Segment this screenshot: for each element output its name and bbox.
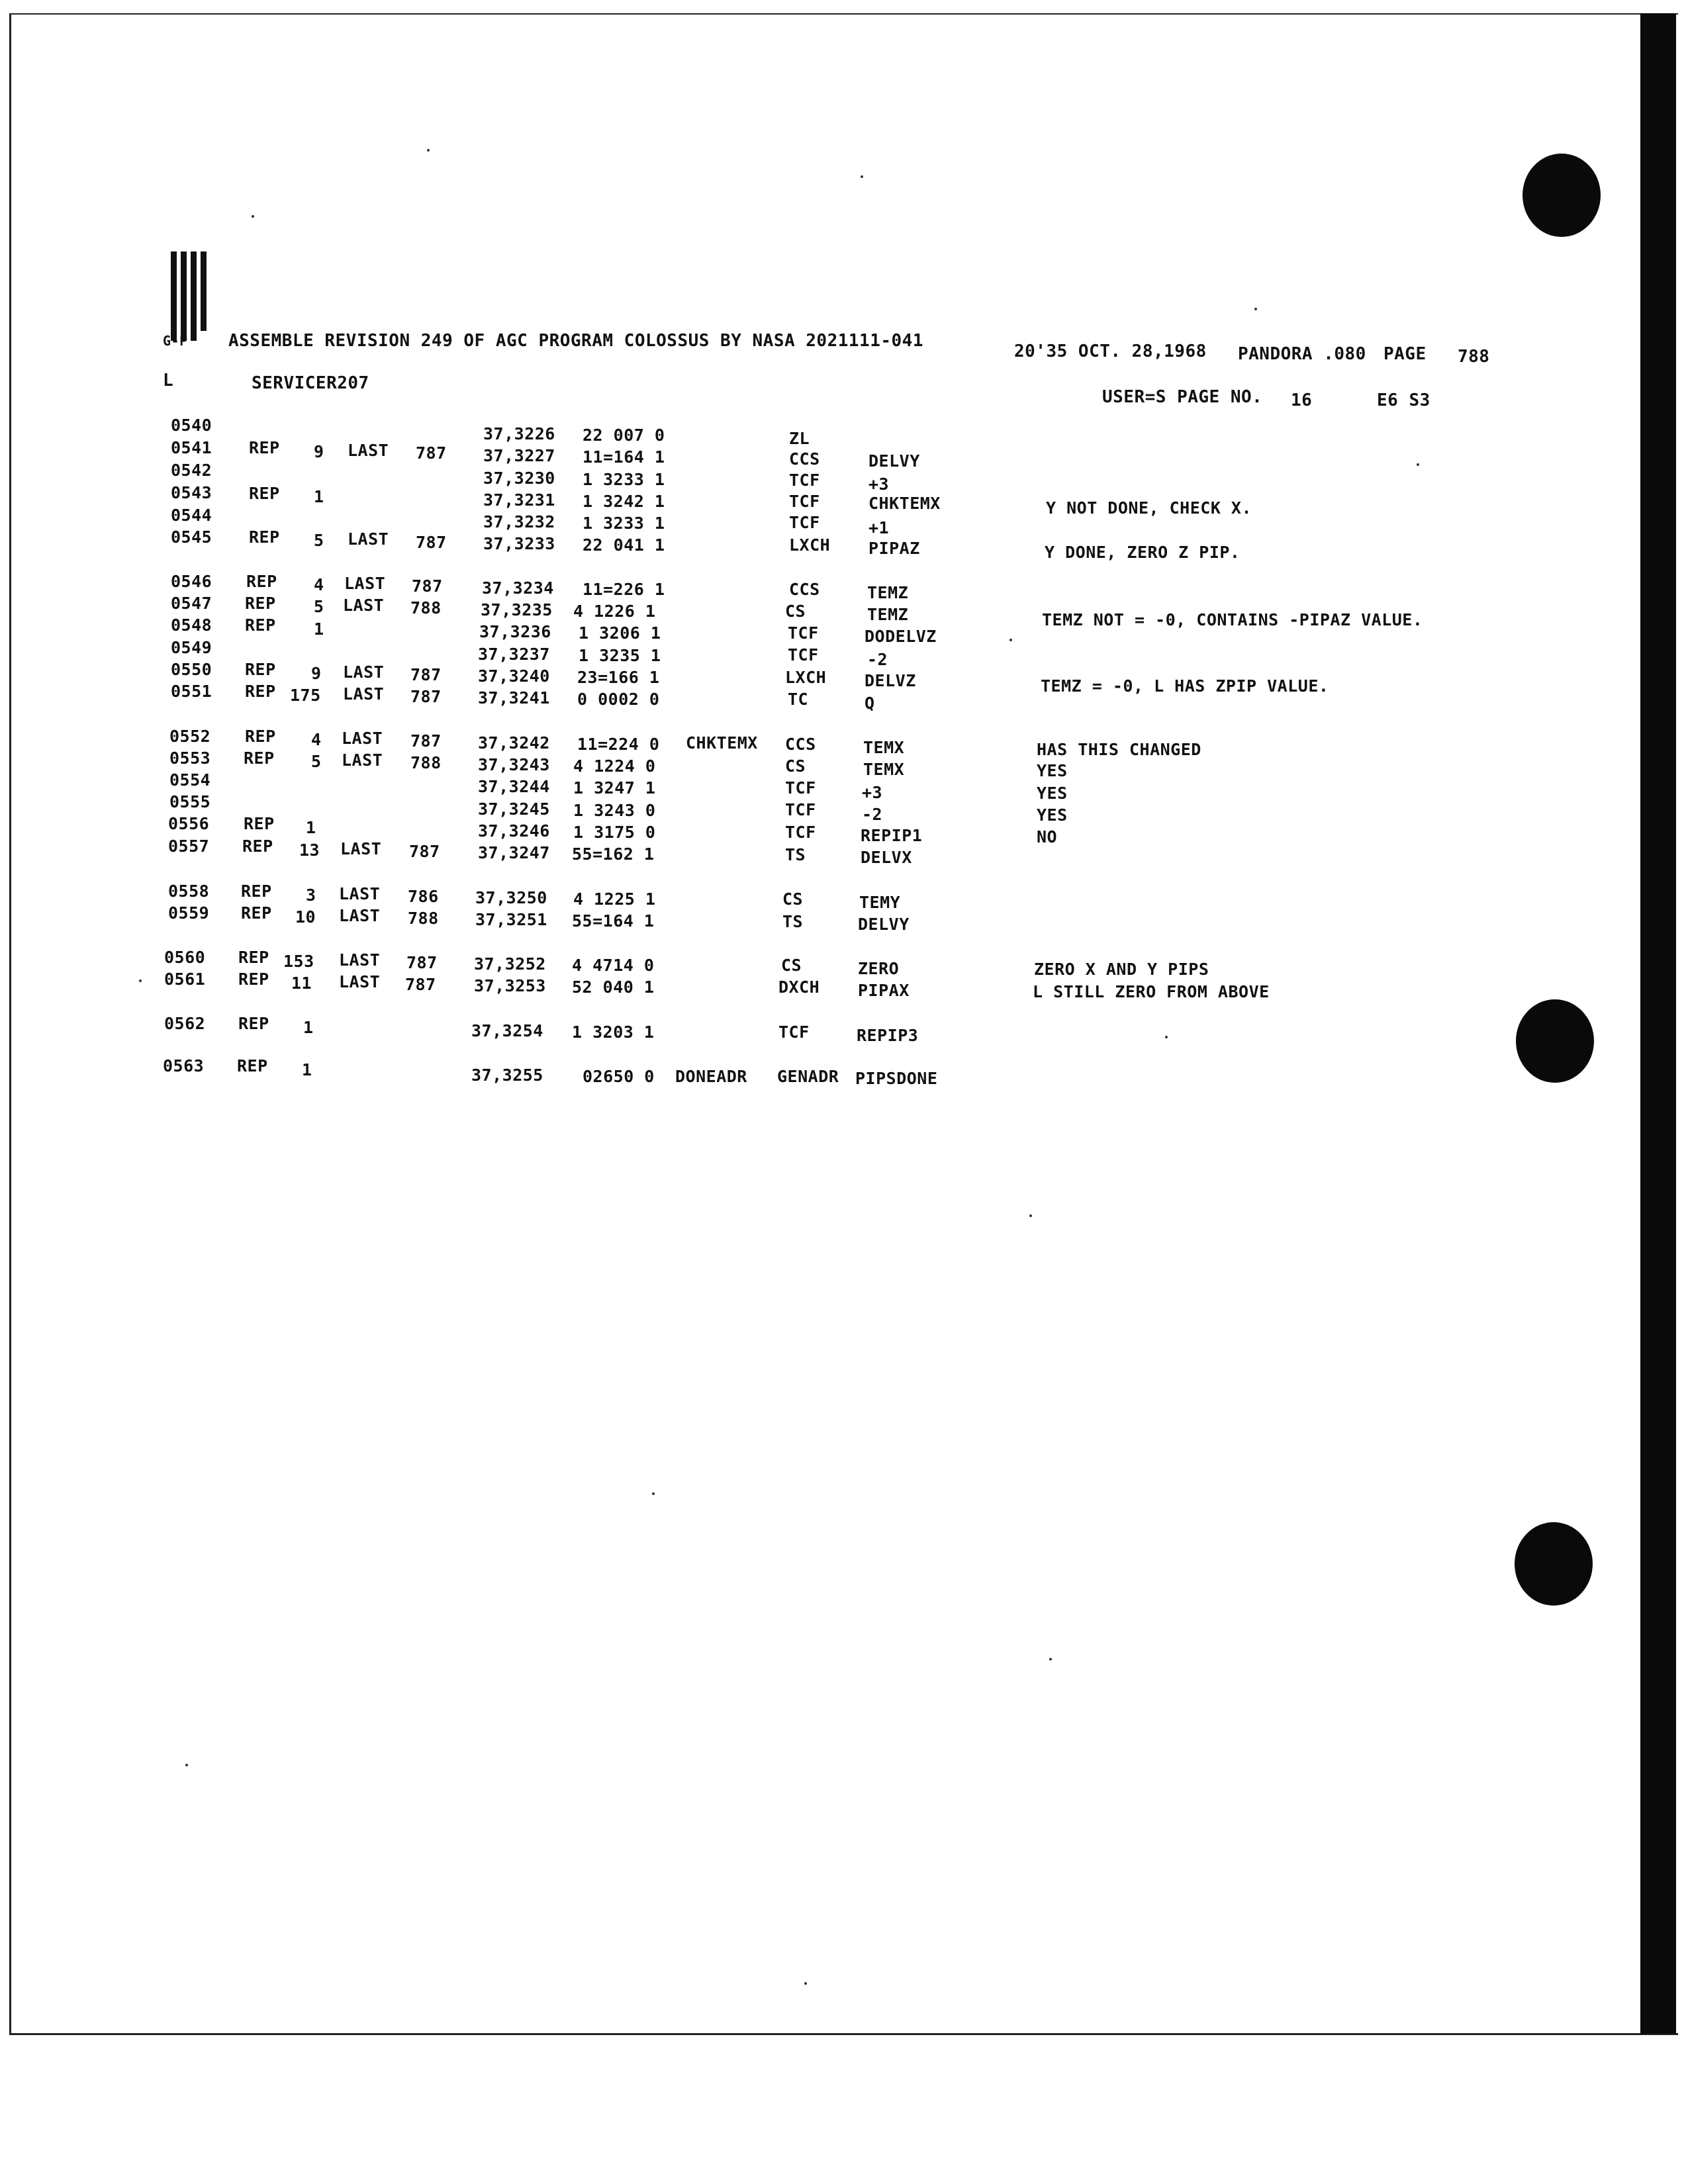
opcode: TS	[782, 912, 804, 931]
last-tag: LAST	[342, 729, 383, 748]
operand: Q	[865, 694, 875, 713]
address: 37,3244	[478, 777, 550, 796]
opcode: CS	[785, 602, 806, 621]
rep-tag: REP	[245, 594, 276, 613]
opcode: CS	[781, 956, 802, 975]
last-tag: LAST	[343, 662, 385, 682]
comment: ZERO X AND Y PIPS	[1034, 960, 1209, 979]
line-number: 0558	[168, 882, 210, 901]
rep-tag: REP	[244, 814, 275, 833]
last-page: 787	[410, 687, 442, 706]
line-number: 0546	[171, 572, 212, 591]
comment: HAS THIS CHANGED	[1037, 740, 1201, 759]
octal-code: 02650 0	[583, 1067, 655, 1086]
octal-code: 1 3233 1	[583, 470, 665, 489]
last-tag: LAST	[343, 684, 385, 704]
opcode: TCF	[778, 1023, 810, 1042]
scan-edge-bar	[1640, 13, 1676, 2034]
address: 37,3233	[483, 534, 555, 553]
address: 37,3226	[483, 424, 555, 443]
scan-speck	[652, 1492, 655, 1495]
line-number: 0542	[171, 461, 212, 480]
last-tag: LAST	[344, 574, 386, 593]
octal-code: 1 3203 1	[572, 1023, 655, 1042]
rep-tag: REP	[241, 882, 272, 901]
rep-tag: REP	[238, 1014, 269, 1033]
corner-code: G-P	[163, 333, 188, 349]
rep-tag: REP	[245, 615, 276, 635]
octal-code: 11=224 0	[577, 735, 660, 754]
operand: DODELVZ	[865, 627, 937, 646]
rep-count: 5	[314, 531, 324, 550]
rep-count: 1	[302, 1060, 312, 1079]
punch-hole-bottom	[1515, 1522, 1593, 1606]
rep-count: 4	[314, 575, 324, 594]
last-page: 788	[410, 753, 442, 772]
line-number: 0561	[164, 970, 206, 989]
rep-count: 9	[314, 442, 324, 461]
operand: DELVY	[858, 915, 910, 934]
statement-label: CHKTEMX	[686, 733, 758, 752]
address: 37,3250	[475, 888, 547, 907]
last-page: 788	[408, 909, 439, 928]
rep-tag: REP	[237, 1056, 268, 1075]
punch-hole-middle	[1516, 999, 1594, 1083]
operand: -2	[867, 650, 888, 669]
rep-count: 9	[311, 664, 322, 683]
last-tag: LAST	[342, 751, 383, 770]
last-page: 787	[416, 533, 447, 552]
comment: Y NOT DONE, CHECK X.	[1046, 498, 1252, 518]
address: 37,3254	[471, 1021, 543, 1040]
octal-code: 1 3243 0	[573, 801, 656, 820]
operand: CHKTEMX	[868, 494, 941, 513]
last-page: 788	[410, 598, 442, 617]
opcode: TCF	[785, 823, 816, 842]
octal-code: 11=164 1	[583, 447, 665, 467]
listing-timestamp: 20'35 OCT. 28,1968	[1014, 341, 1207, 361]
last-tag: LAST	[339, 972, 381, 991]
operand: PIPAZ	[868, 539, 920, 558]
opcode: DXCH	[778, 978, 820, 997]
octal-code: 4 1224 0	[573, 756, 656, 776]
address: 37,3232	[483, 512, 555, 531]
last-page: 787	[416, 443, 447, 463]
address: 37,3253	[474, 976, 546, 995]
opcode: TCF	[789, 492, 820, 511]
operand: -2	[862, 805, 883, 824]
octal-code: 0 0002 0	[577, 690, 660, 709]
line-number: 0540	[171, 416, 212, 435]
opcode: TCF	[785, 778, 816, 797]
scan-speck	[139, 979, 142, 982]
line-number: 0559	[168, 903, 210, 923]
octal-code: 52 040 1	[572, 978, 655, 997]
address: 37,3230	[483, 469, 555, 488]
address: 37,3255	[471, 1066, 543, 1085]
line-number: 0549	[171, 638, 212, 657]
last-page: 787	[412, 576, 443, 596]
comment: YES	[1037, 784, 1068, 803]
rep-count: 11	[291, 974, 312, 993]
rep-count: 1	[303, 1018, 314, 1037]
last-tag: LAST	[343, 596, 385, 615]
opcode: CCS	[789, 449, 820, 469]
line-number: 0541	[171, 438, 212, 457]
address: 37,3234	[482, 578, 554, 598]
last-page: 787	[406, 953, 438, 972]
operand: REPIP3	[857, 1026, 919, 1045]
opcode: LXCH	[789, 535, 831, 555]
opcode: CS	[785, 756, 806, 776]
octal-code: 4 1226 1	[573, 602, 656, 621]
operand: PIPAX	[858, 981, 910, 1000]
last-tag: LAST	[348, 441, 389, 460]
user-page-label: USER=S PAGE NO.	[1102, 387, 1263, 407]
rep-count: 5	[314, 597, 324, 616]
listing-title: ASSEMBLE REVISION 249 OF AGC PROGRAM COLOSSUS BY NASA 2021111-041	[228, 331, 923, 351]
rep-tag: REP	[241, 903, 272, 923]
last-page: 787	[410, 665, 442, 684]
opcode: CS	[782, 889, 804, 909]
operand: TEMX	[863, 760, 905, 779]
last-tag: LAST	[339, 884, 381, 903]
line-number: 0544	[171, 506, 212, 525]
last-page: 787	[405, 975, 436, 994]
comment: Y DONE, ZERO Z PIP.	[1045, 543, 1241, 562]
rep-tag: REP	[249, 484, 280, 503]
operand: TEMZ	[867, 605, 909, 624]
address: 37,3243	[478, 755, 550, 774]
address: 37,3231	[483, 490, 555, 510]
last-page: 787	[410, 731, 442, 751]
line-number: 0556	[168, 814, 210, 833]
last-tag: LAST	[339, 950, 381, 970]
address: 37,3237	[478, 645, 550, 664]
rep-tag: REP	[246, 572, 277, 591]
line-number: 0562	[164, 1014, 206, 1033]
scan-speck	[252, 215, 254, 218]
address: 37,3252	[474, 954, 546, 974]
operand: +1	[868, 518, 890, 537]
rep-tag: REP	[244, 749, 275, 768]
comment: L STILL ZERO FROM ABOVE	[1033, 982, 1270, 1001]
rep-count: 13	[299, 841, 320, 860]
address: 37,3236	[479, 622, 551, 641]
scan-speck	[1009, 639, 1012, 641]
address: 37,3247	[478, 843, 550, 862]
line-number: 0551	[171, 682, 212, 701]
line-number: 0555	[169, 792, 211, 811]
last-page: 786	[408, 887, 439, 906]
rep-count: 4	[311, 730, 322, 749]
line-number: 0552	[169, 727, 211, 746]
rep-tag: REP	[245, 660, 276, 679]
address: 37,3251	[475, 910, 547, 929]
octal-code: 1 3233 1	[583, 514, 665, 533]
last-tag: LAST	[348, 529, 389, 549]
scan-speck	[804, 1982, 807, 1985]
rep-count: 3	[306, 886, 316, 905]
octal-code: 1 3235 1	[579, 646, 661, 665]
comment: NO	[1037, 827, 1058, 846]
last-tag: LAST	[340, 839, 382, 858]
opcode: TCF	[789, 471, 820, 490]
operand: DELVZ	[865, 671, 916, 690]
operand: TEMZ	[867, 583, 909, 602]
scan-speck	[1029, 1214, 1032, 1217]
line-number: 0553	[169, 749, 211, 768]
rep-tag: REP	[249, 527, 280, 547]
opcode: TCF	[785, 800, 816, 819]
address: 37,3246	[478, 821, 550, 841]
operand: TEMX	[863, 738, 905, 757]
page-number: 788	[1458, 347, 1490, 367]
line-number: 0543	[171, 483, 212, 502]
punch-hole-top	[1523, 154, 1601, 237]
octal-code: 11=226 1	[583, 580, 665, 599]
rep-count: 153	[283, 952, 314, 971]
line-number: 0560	[164, 948, 206, 967]
scan-speck	[861, 175, 863, 178]
sheet-code: E6 S3	[1377, 390, 1430, 410]
octal-code: 1 3175 0	[573, 823, 656, 842]
octal-code: 4 4714 0	[572, 956, 655, 975]
opcode: TCF	[788, 623, 819, 643]
opcode: TC	[788, 690, 809, 709]
computer-name: PANDORA .080	[1238, 344, 1366, 364]
operand: PIPSDONE	[855, 1069, 938, 1088]
rep-count: 10	[295, 907, 316, 927]
octal-code: 22 007 0	[583, 426, 665, 445]
opcode: GENADR	[777, 1067, 839, 1086]
line-number: 0548	[171, 615, 212, 635]
operand: ZERO	[858, 959, 900, 978]
statement-label: DONEADR	[675, 1067, 747, 1086]
line-number: 0550	[171, 660, 212, 679]
address: 37,3242	[478, 733, 550, 752]
rep-tag: REP	[249, 438, 280, 457]
line-number: 0554	[169, 770, 211, 790]
rep-count: 1	[314, 619, 324, 639]
rep-count: 1	[314, 487, 324, 506]
opcode: ZL	[789, 429, 810, 448]
octal-code: 1 3247 1	[573, 778, 656, 797]
line-number: 0563	[163, 1056, 205, 1075]
line-number: 0557	[168, 837, 210, 856]
octal-code: 55=162 1	[572, 844, 655, 864]
scan-speck	[1165, 1036, 1168, 1038]
operand: TEMY	[859, 893, 901, 912]
scan-speck	[1417, 463, 1419, 466]
octal-code: 4 1225 1	[573, 889, 656, 909]
octal-code: 22 041 1	[583, 535, 665, 555]
comment: YES	[1037, 805, 1068, 825]
address: 37,3241	[478, 688, 550, 707]
rep-tag: REP	[242, 837, 273, 856]
opcode: CCS	[789, 580, 820, 599]
comment: TEMZ = -0, L HAS ZPIP VALUE.	[1041, 676, 1329, 696]
octal-code: 55=164 1	[572, 911, 655, 931]
rep-count: 5	[311, 752, 322, 771]
scan-speck	[185, 1764, 188, 1766]
rep-tag: REP	[245, 727, 276, 746]
address: 37,3235	[481, 600, 553, 619]
opcode: TS	[785, 845, 806, 864]
comment: YES	[1037, 761, 1068, 780]
operand: +3	[868, 475, 890, 494]
user-page-number: 16	[1291, 390, 1313, 410]
rep-count: 175	[290, 686, 321, 705]
line-number: 0547	[171, 594, 212, 613]
line-number: 0545	[171, 527, 212, 547]
rep-tag: REP	[245, 682, 276, 701]
comment: TEMZ NOT = -0, CONTAINS -PIPAZ VALUE.	[1042, 610, 1423, 629]
address: 37,3240	[478, 666, 550, 686]
octal-code: 1 3206 1	[579, 623, 661, 643]
address: 37,3245	[478, 799, 550, 819]
opcode: LXCH	[785, 668, 827, 687]
operand: +3	[862, 783, 883, 802]
log-section-name: SERVICER207	[252, 373, 369, 393]
opcode: TCF	[788, 645, 819, 664]
octal-code: 1 3242 1	[583, 492, 665, 511]
rep-tag: REP	[238, 948, 269, 967]
page-label: PAGE	[1383, 344, 1427, 364]
octal-code: 23=166 1	[577, 668, 660, 687]
scan-speck	[427, 149, 430, 152]
last-tag: LAST	[339, 906, 381, 925]
operand: DELVY	[868, 451, 920, 471]
operand: REPIP1	[861, 826, 923, 845]
section-marker: L	[163, 371, 174, 390]
scan-speck	[1049, 1658, 1052, 1661]
opcode: CCS	[785, 735, 816, 754]
rep-count: 1	[306, 818, 316, 837]
scan-speck	[1254, 308, 1257, 310]
operand: DELVX	[861, 848, 912, 867]
last-page: 787	[409, 842, 440, 861]
opcode: TCF	[789, 513, 820, 532]
rep-tag: REP	[238, 970, 269, 989]
address: 37,3227	[483, 446, 555, 465]
